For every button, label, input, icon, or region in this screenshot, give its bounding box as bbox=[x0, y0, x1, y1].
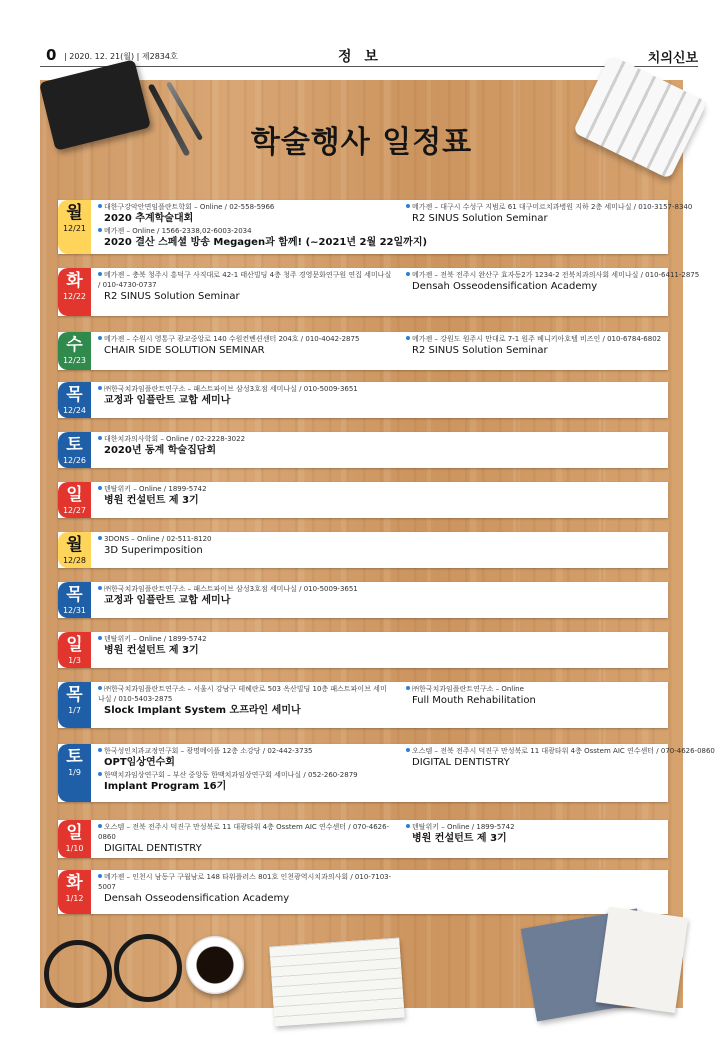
coffee-cup-decoration bbox=[186, 936, 244, 994]
bullet-icon bbox=[98, 436, 102, 440]
day-badge bbox=[58, 820, 91, 858]
bullet-icon bbox=[98, 586, 102, 590]
event-info bbox=[406, 270, 700, 280]
event-info bbox=[98, 534, 393, 544]
weekday-label: 목 bbox=[66, 685, 83, 705]
schedule-row bbox=[58, 632, 668, 668]
issue-date: | 2020. 12. 21(월) | 제2834호 bbox=[64, 52, 178, 61]
event-organizer-details: 덴탈위키 – Online / 1899-5742 bbox=[412, 823, 515, 831]
left-event-column bbox=[98, 822, 393, 856]
left-event-column bbox=[98, 534, 393, 558]
event-name: OPT임상연수회 bbox=[104, 757, 175, 768]
event-organizer-details: 덴탈위키 – Online / 1899-5742 bbox=[104, 485, 207, 493]
day-badge bbox=[58, 332, 91, 370]
date-label: 12/23 bbox=[62, 356, 87, 365]
weekday-label: 화 bbox=[66, 271, 83, 291]
bullet-icon bbox=[98, 336, 102, 340]
bullet-icon bbox=[406, 824, 410, 828]
weekday-label: 목 bbox=[66, 585, 83, 605]
date-label: 12/26 bbox=[62, 456, 87, 465]
event-name: 2020년 동계 학술집담회 bbox=[104, 445, 217, 456]
event-name: 교정과 임플란트 교합 세미나 bbox=[104, 595, 231, 606]
event-info bbox=[406, 684, 668, 694]
date-label: 12/31 bbox=[62, 606, 87, 615]
day-badge bbox=[58, 432, 91, 468]
date-label: 1/7 bbox=[68, 706, 81, 715]
left-event-column bbox=[98, 384, 393, 408]
bullet-icon bbox=[98, 636, 102, 640]
event-organizer-details: 메가젠 – 강원도 원주시 만대로 7-1 원주 베니키아호텔 비즈인 / 010-6784-6802 bbox=[412, 335, 662, 343]
right-event-column bbox=[406, 202, 693, 226]
event-info bbox=[98, 872, 393, 892]
left-event-column bbox=[98, 484, 393, 508]
weekday-label: 일 bbox=[66, 485, 83, 505]
schedule-row bbox=[58, 820, 668, 858]
weekday-label: 목 bbox=[66, 385, 83, 405]
event-info bbox=[98, 584, 393, 594]
event-organizer-details: 메가젠 – 수원시 영통구 광교중앙로 140 수원컨벤션센터 204호 / 010-4042-2875 bbox=[104, 335, 360, 343]
day-badge bbox=[58, 382, 91, 418]
event-info bbox=[98, 202, 393, 212]
event-name: 병원 컨설턴트 제 3기 bbox=[104, 645, 199, 656]
event-info bbox=[98, 684, 393, 704]
event-name: 3D Superimposition bbox=[104, 545, 203, 556]
event-name: R2 SINUS Solution Seminar bbox=[412, 213, 548, 224]
date-label: 1/12 bbox=[65, 894, 84, 903]
bullet-icon bbox=[98, 748, 102, 752]
right-event-column bbox=[406, 684, 668, 708]
wood-background-board bbox=[40, 80, 715, 1008]
weekday-label: 일 bbox=[66, 823, 83, 843]
left-event-column bbox=[98, 202, 428, 250]
event-organizer-details: 덴탈위키 – Online / 1899-5742 bbox=[104, 635, 207, 643]
event-organizer-details: 대한치과의사학회 – Online / 02-2228-3022 bbox=[104, 435, 246, 443]
event-name: Implant Program 16기 bbox=[104, 781, 227, 792]
event-info bbox=[98, 334, 393, 344]
bullet-icon bbox=[98, 686, 102, 690]
schedule-row bbox=[58, 744, 715, 802]
event-name: 병원 컨설턴트 제 3기 bbox=[104, 495, 199, 506]
bullet-icon bbox=[98, 772, 102, 776]
bullet-icon bbox=[98, 204, 102, 208]
schedule-title: 학술행사 일정표 bbox=[250, 125, 473, 160]
event-organizer-details: 대한구강악안면임플란트학회 – Online / 02-558-5966 bbox=[104, 203, 275, 211]
day-badge bbox=[58, 582, 91, 618]
event-name: R2 SINUS Solution Seminar bbox=[104, 291, 240, 302]
bullet-icon bbox=[98, 272, 102, 276]
date-label: 1/9 bbox=[68, 768, 81, 777]
event-info bbox=[98, 434, 393, 444]
date-label: 1/3 bbox=[68, 656, 81, 665]
day-badge bbox=[58, 200, 91, 254]
left-event-column bbox=[98, 584, 393, 608]
event-info bbox=[406, 746, 715, 756]
event-name: Densah Osseodensification Academy bbox=[104, 893, 290, 904]
date-label: 12/24 bbox=[62, 406, 87, 415]
bullet-icon bbox=[406, 748, 410, 752]
schedule-row bbox=[58, 382, 668, 418]
event-info bbox=[98, 634, 393, 644]
event-info bbox=[98, 226, 393, 236]
date-label: 12/27 bbox=[62, 506, 87, 515]
bullet-icon bbox=[98, 228, 102, 232]
right-event-column bbox=[406, 746, 715, 770]
event-organizer-details: ㈜한국치과임플란트연구소 – 서울시 강남구 테헤란로 503 옥산빌딩 10층 패스트파이브 세미나실 / 010-5403-2875 bbox=[98, 685, 387, 703]
event-organizer-details: 메가젠 – 충북 청주시 흥덕구 사직대로 42-1 태산빌딩 4층 청주 경영문화연구원 연집 세미나실 / 010-4730-0737 bbox=[98, 271, 392, 289]
date-label: 12/22 bbox=[62, 292, 87, 301]
left-event-column bbox=[98, 684, 393, 718]
event-organizer-details: ㈜한국치과임플란트연구소 – 패스트파이브 삼성3호점 세미나실 / 010-5009-3651 bbox=[104, 385, 358, 393]
left-event-column bbox=[98, 746, 393, 794]
event-organizer-details: 메가젠 – 전북 전주시 완산구 효자동2가 1234-2 전북치과의사회 세미나실 / 010-6411-2875 bbox=[412, 271, 700, 279]
event-organizer-details: 3DONS – Online / 02-511-8120 bbox=[104, 535, 212, 543]
date-label: 1/10 bbox=[65, 844, 84, 853]
schedule-row bbox=[58, 332, 668, 370]
left-event-column bbox=[98, 434, 393, 458]
left-event-column bbox=[98, 872, 393, 906]
day-badge bbox=[58, 268, 91, 316]
weekday-label: 월 bbox=[66, 535, 83, 555]
notebook-decoration bbox=[596, 907, 689, 1013]
event-name: 2020 추계학술대회 bbox=[104, 213, 194, 224]
event-info bbox=[406, 202, 693, 212]
schedule-row bbox=[58, 432, 668, 468]
event-name: 교정과 임플란트 교합 세미나 bbox=[104, 395, 231, 406]
event-info bbox=[98, 770, 393, 780]
bullet-icon bbox=[98, 386, 102, 390]
weekday-label: 토 bbox=[66, 435, 83, 455]
event-organizer-details: ㈜한국치과임플란트연구소 – 패스트파이브 삼성3호점 세미나실 / 010-5009-3651 bbox=[104, 585, 358, 593]
event-organizer-details: 한국성인치과교정연구회 – 광명메이플 12층 소강당 / 02-442-3735 bbox=[104, 747, 313, 755]
event-name: Densah Osseodensification Academy bbox=[412, 281, 598, 292]
event-info bbox=[98, 270, 393, 290]
event-organizer-details: 한맥치과임상연구회 – 부산 중앙동 한맥치과임상연구회 세미나실 / 052-260-2879 bbox=[104, 771, 358, 779]
event-name: Full Mouth Rehabilitation bbox=[412, 695, 536, 706]
glasses-decoration bbox=[114, 934, 182, 1002]
bullet-icon bbox=[98, 486, 102, 490]
event-organizer-details: 메가젠 – Online / 1566-2338,02-6003-2034 bbox=[104, 227, 252, 235]
day-badge bbox=[58, 532, 91, 568]
header-divider bbox=[40, 66, 698, 67]
right-event-column bbox=[406, 822, 668, 846]
day-badge bbox=[58, 682, 91, 728]
bullet-icon bbox=[98, 874, 102, 878]
bullet-icon bbox=[406, 204, 410, 208]
date-label: 12/21 bbox=[62, 224, 87, 233]
event-name: 2020 결산 스페셜 방송 Megagen과 함께! (~2021년 2월 22일까지) bbox=[104, 237, 428, 248]
day-badge bbox=[58, 870, 91, 914]
weekday-label: 수 bbox=[66, 335, 83, 355]
event-info bbox=[406, 334, 668, 344]
right-event-column bbox=[406, 334, 668, 358]
weekday-label: 화 bbox=[66, 873, 83, 893]
schedule-row bbox=[58, 200, 693, 254]
event-name: DIGITAL DENTISTRY bbox=[104, 843, 202, 854]
bullet-icon bbox=[406, 272, 410, 276]
right-event-column bbox=[406, 270, 700, 294]
date-label: 12/28 bbox=[62, 556, 87, 565]
day-badge bbox=[58, 632, 91, 668]
notepad-decoration bbox=[269, 938, 404, 1027]
weekday-label: 토 bbox=[66, 747, 83, 767]
event-info bbox=[98, 484, 393, 494]
day-badge bbox=[58, 482, 91, 518]
bullet-icon bbox=[406, 686, 410, 690]
schedule-row bbox=[58, 268, 700, 316]
event-organizer-details: 오스템 – 전북 전주시 덕진구 만성북로 11 대광타워 4층 Osstem AIC 연수센터 / 070-4626-0860 bbox=[412, 747, 715, 755]
bullet-icon bbox=[406, 336, 410, 340]
schedule-row bbox=[58, 532, 668, 568]
weekday-label: 월 bbox=[66, 203, 83, 223]
left-event-column bbox=[98, 634, 393, 658]
schedule-row bbox=[58, 682, 668, 728]
schedule-row bbox=[58, 582, 668, 618]
left-event-column bbox=[98, 270, 393, 304]
event-info bbox=[98, 822, 393, 842]
weekday-label: 일 bbox=[66, 635, 83, 655]
event-organizer-details: ㈜한국치과임플란트연구소 – Online bbox=[412, 685, 524, 693]
event-organizer-details: 메가젠 – 대구시 수성구 지범로 61 대구미르치과병원 지하 2층 세미나실 / 010-3157-8340 bbox=[412, 203, 693, 211]
event-info bbox=[406, 822, 668, 832]
event-name: DIGITAL DENTISTRY bbox=[412, 757, 510, 768]
event-name: 병원 컨설턴트 제 3기 bbox=[412, 833, 507, 844]
event-name: CHAIR SIDE SOLUTION SEMINAR bbox=[104, 345, 265, 356]
event-name: R2 SINUS Solution Seminar bbox=[412, 345, 548, 356]
day-badge bbox=[58, 744, 91, 802]
section-title: 정 보 bbox=[338, 49, 382, 65]
newspaper-brand: 치의신보 bbox=[647, 51, 698, 66]
event-name: Slock Implant System 오프라인 세미나 bbox=[104, 705, 301, 716]
glasses-decoration bbox=[44, 940, 112, 1008]
left-event-column bbox=[98, 334, 393, 358]
event-organizer-details: 오스템 – 전북 전주시 덕진구 만성북로 11 대광타워 4층 Osstem AIC 연수센터 / 070-4626-0860 bbox=[98, 823, 390, 841]
page-number: 0 bbox=[46, 46, 57, 64]
schedule-row bbox=[58, 482, 668, 518]
bullet-icon bbox=[98, 824, 102, 828]
event-info bbox=[98, 746, 393, 756]
bullet-icon bbox=[98, 536, 102, 540]
event-info bbox=[98, 384, 393, 394]
schedule-row bbox=[58, 870, 668, 914]
event-organizer-details: 메가젠 – 인천시 남동구 구월남로 148 타워플러스 801호 인천광역시치과의사회 / 010-7103-5007 bbox=[98, 873, 392, 891]
